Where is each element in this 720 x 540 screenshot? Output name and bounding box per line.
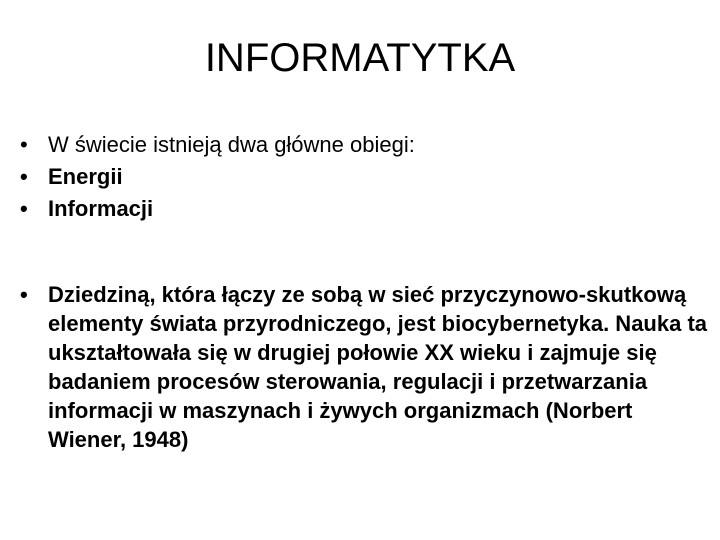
bullet-text: Energii (48, 164, 123, 189)
bullet-icon: • (20, 196, 28, 221)
bullet-item (20, 164, 710, 190)
bullet-text: Dziedziną, która łączy ze sobą w sieć przyczynowo-skutkową elementy świata przyrodniczego, jest biocybernetyka. Nauka ta ukształtowała się w drugiej połowie XX wieku i zajmuje się badaniem procesów sterowania, regulacji i przetwarzania informacji w maszynach i żywych organizmach (Norbert Wiener, 1948) (48, 282, 708, 452)
slide-title: INFORMATYTKA (204, 36, 516, 80)
bullet-list-intro (20, 132, 710, 228)
bullet-text: Informacji (48, 196, 154, 221)
bullet-icon: • (20, 282, 28, 307)
bullet-item (20, 196, 710, 222)
bullet-icon: • (20, 164, 28, 189)
bullet-item (20, 280, 710, 454)
bullet-item (20, 132, 710, 158)
bullet-text: W świecie istnieją dwa główne obiegi: (48, 132, 415, 157)
bullet-icon: • (20, 132, 28, 157)
bullet-list-definition (20, 280, 710, 454)
